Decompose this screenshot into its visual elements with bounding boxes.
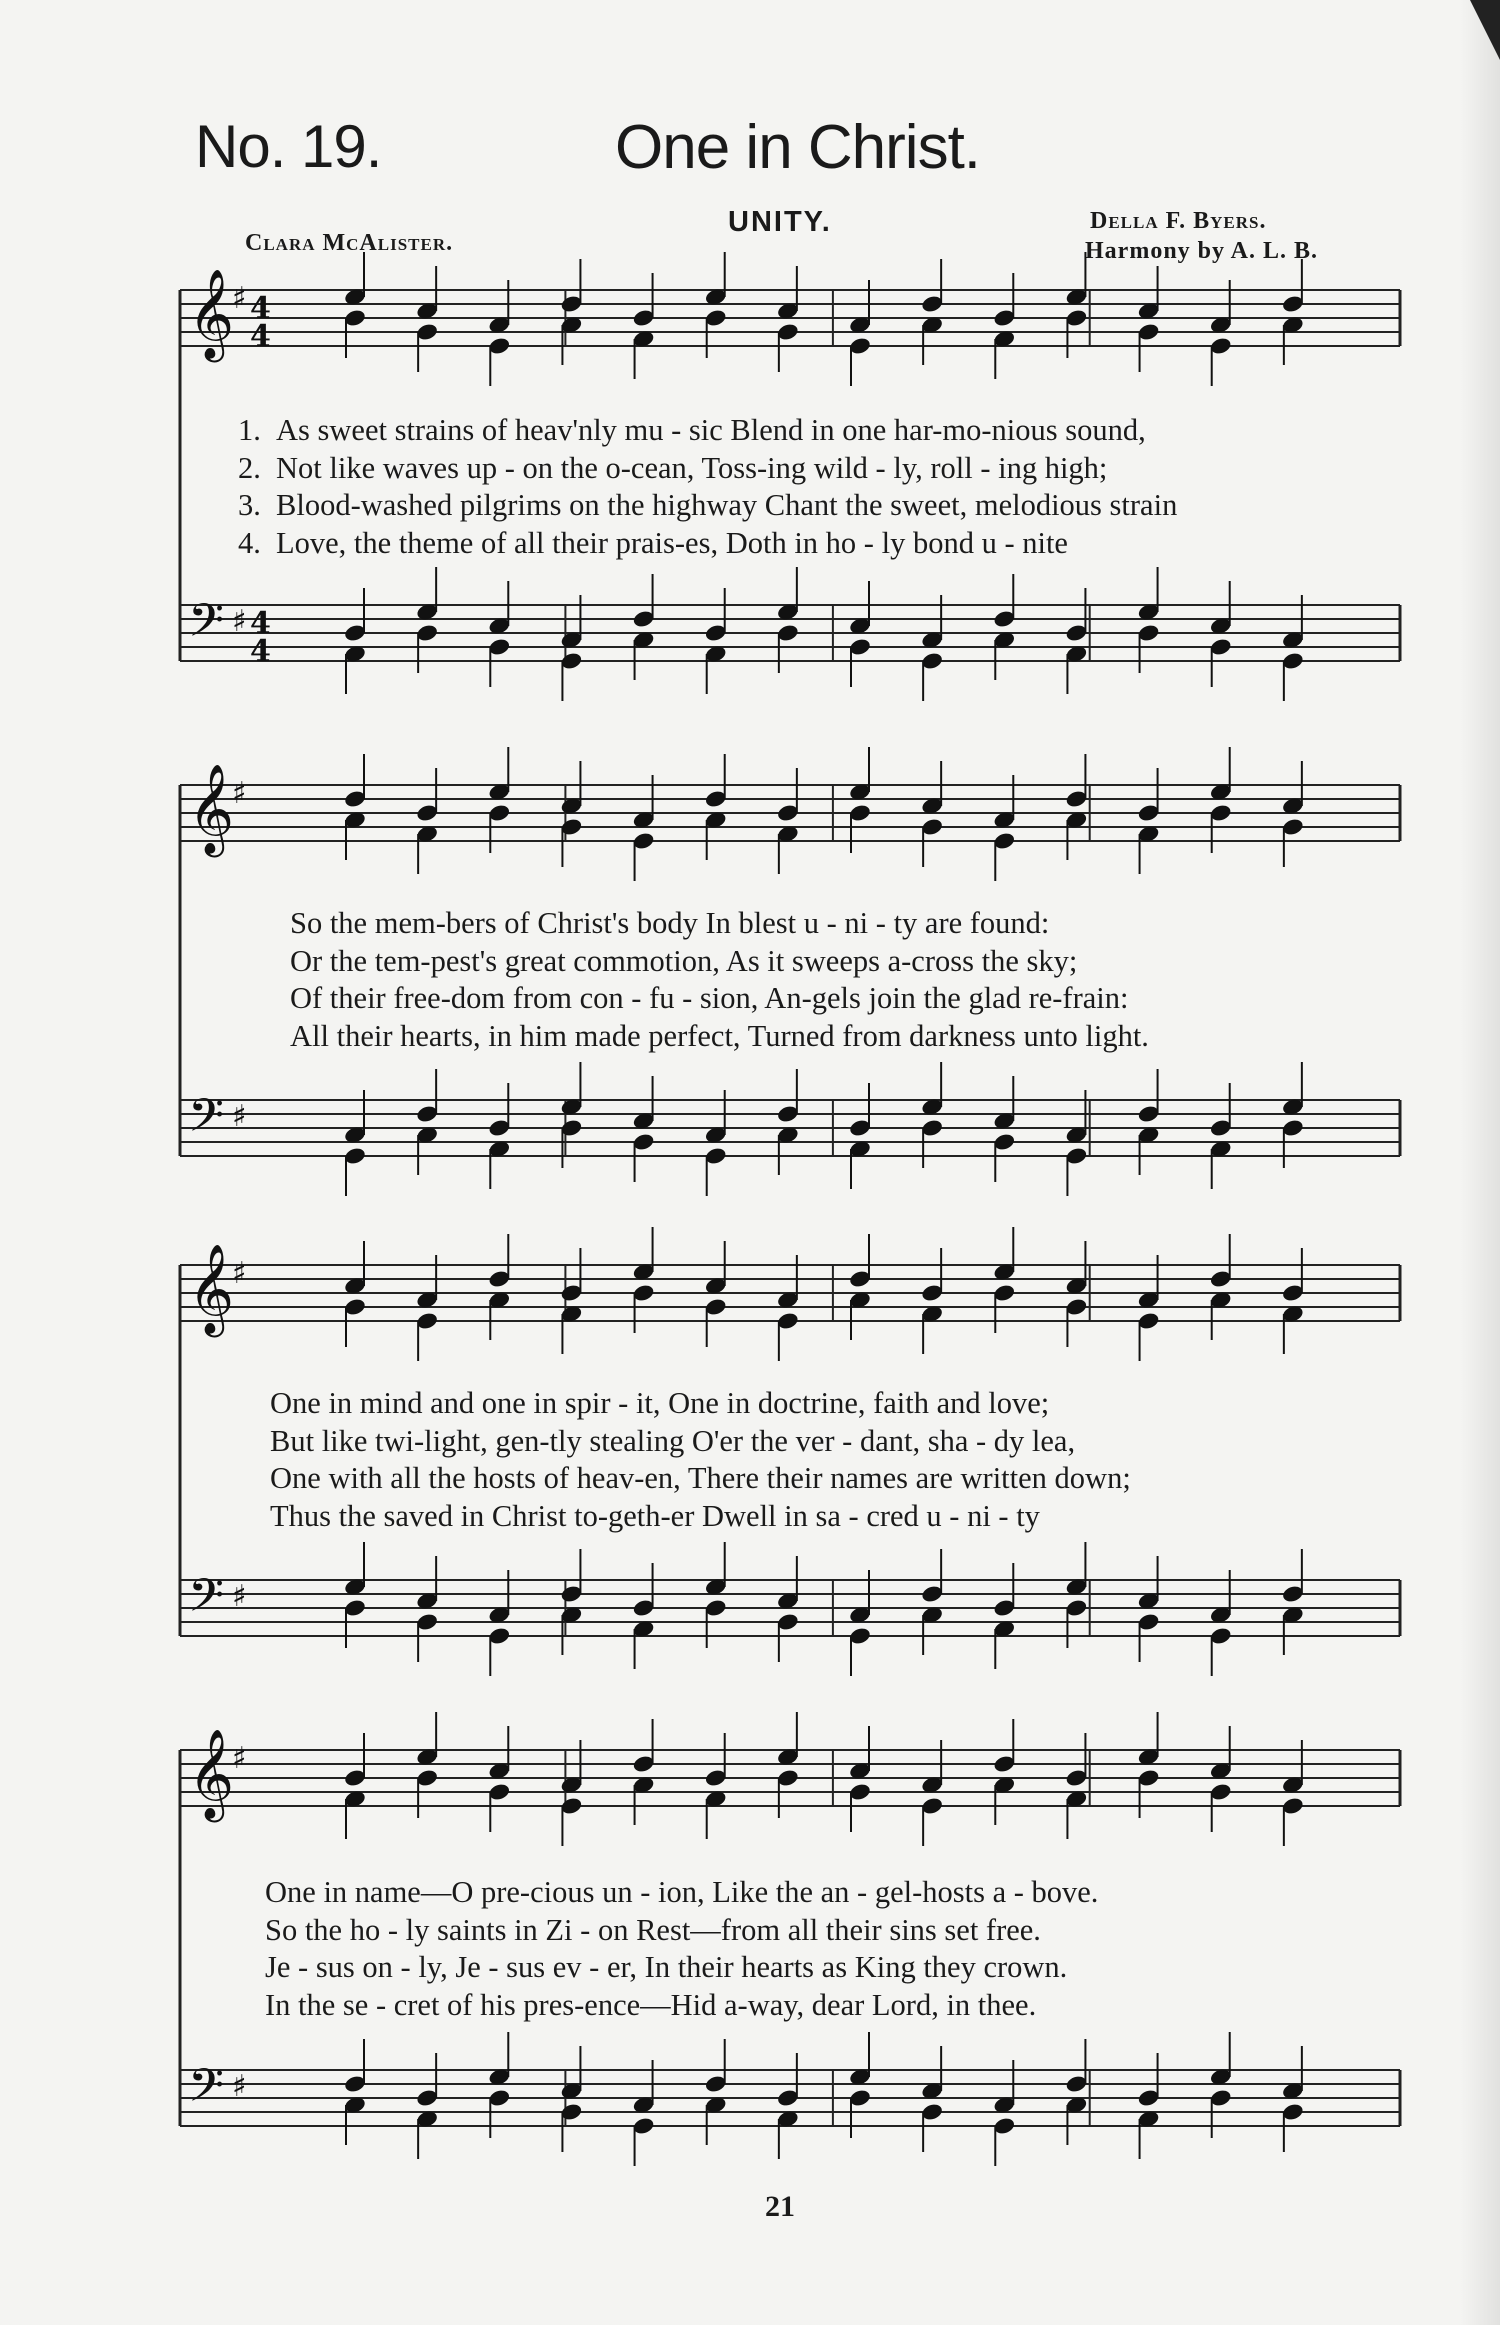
- bass-clef-icon: 𝄢: [188, 1569, 225, 1634]
- treble-clef-icon: 𝄞: [188, 269, 235, 359]
- time-signature: 4: [250, 606, 271, 641]
- sharp-icon: ♯: [232, 2069, 247, 2104]
- lyric-line: Or the tem-pest's great commotion, As it sweeps a-cross the sky;: [290, 943, 1078, 978]
- lyricist-credit: Clara McAlister.: [245, 230, 454, 256]
- time-signature: 4: [250, 319, 271, 354]
- sharp-icon: ♯: [232, 1579, 247, 1614]
- bass-clef-icon: 𝄢: [188, 594, 225, 659]
- lyric-line: So the mem-bers of Christ's body In blest u - ni - ty are found:: [290, 906, 1050, 940]
- lyrics-system-2: [290, 905, 1149, 1055]
- treble-clef-icon: 𝄞: [188, 1244, 235, 1334]
- sharp-icon: ♯: [232, 281, 247, 316]
- harmony-credit: Harmony by A. L. B.: [1085, 238, 1319, 264]
- lyric-line: One with all the hosts of heav-en, There their names are written down;: [270, 1461, 1131, 1495]
- hymn-number: No. 19.: [195, 113, 382, 180]
- treble-clef-icon: 𝄞: [188, 1729, 235, 1819]
- time-signature: 4: [250, 291, 271, 326]
- lyric-line: Of their free-dom from con - fu - sion, An-gels join the glad re-frain:: [290, 981, 1129, 1015]
- composer-credit: Della F. Byers.: [1090, 208, 1267, 234]
- lyric-line: But like twi-light, gen-tly stealing O'er the ver - dant, sha - dy lea,: [270, 1423, 1076, 1458]
- sharp-icon: ♯: [232, 776, 247, 811]
- hymn-theme: UNITY.: [728, 206, 832, 238]
- sharp-icon: ♯: [232, 604, 247, 639]
- lyric-line: So the ho - ly saints in Zi - on Rest—from all their sins set free.: [265, 1912, 1041, 1947]
- lyrics-system-3: [270, 1385, 1131, 1535]
- hymn-title: One in Christ.: [615, 113, 981, 182]
- sharp-icon: ♯: [232, 1256, 247, 1291]
- lyric-line: All their hearts, in him made perfect, Turned from darkness unto light.: [290, 1018, 1149, 1053]
- lyric-line: Thus the saved in Christ to-geth-er Dwell in sa - cred u - ni - ty: [270, 1498, 1040, 1533]
- lyric-line: In the se - cret of his pres-ence—Hid a-way, dear Lord, in thee.: [265, 1987, 1037, 2022]
- lyric-line: 1. As sweet strains of heav'nly mu - sic Blend in one har-mo-nious sound,: [238, 413, 1146, 447]
- lyric-line: One in name—O pre-cious un - ion, Like the an - gel-hosts a - bove.: [265, 1875, 1099, 1909]
- lyric-line: 2. Not like waves up - on the o-cean, Toss-ing wild - ly, roll - ing high;: [238, 450, 1108, 485]
- treble-clef-icon: 𝄞: [188, 764, 235, 854]
- lyric-line: 4. Love, the theme of all their prais-es, Doth in ho - ly bond u - nite: [238, 525, 1068, 560]
- bass-clef-icon: 𝄢: [188, 1089, 225, 1154]
- time-signature: 4: [250, 634, 271, 669]
- page-edge-shadow: [1460, 0, 1500, 2325]
- lyrics-system-4: [265, 1874, 1098, 2024]
- bass-clef-icon: 𝄢: [188, 2059, 225, 2124]
- lyric-line: One in mind and one in spir - it, One in doctrine, faith and love;: [270, 1386, 1050, 1420]
- lyric-line: Je - sus on - ly, Je - sus ev - er, In their hearts as King they crown.: [265, 1950, 1068, 1984]
- sharp-icon: ♯: [232, 1099, 247, 1134]
- page-number: 21: [765, 2190, 795, 2223]
- sharp-icon: ♯: [232, 1741, 247, 1776]
- lyric-line: 3. Blood-washed pilgrims on the highway Chant the sweet, melodious strain: [238, 488, 1178, 522]
- lyrics-system-1: [238, 412, 1177, 562]
